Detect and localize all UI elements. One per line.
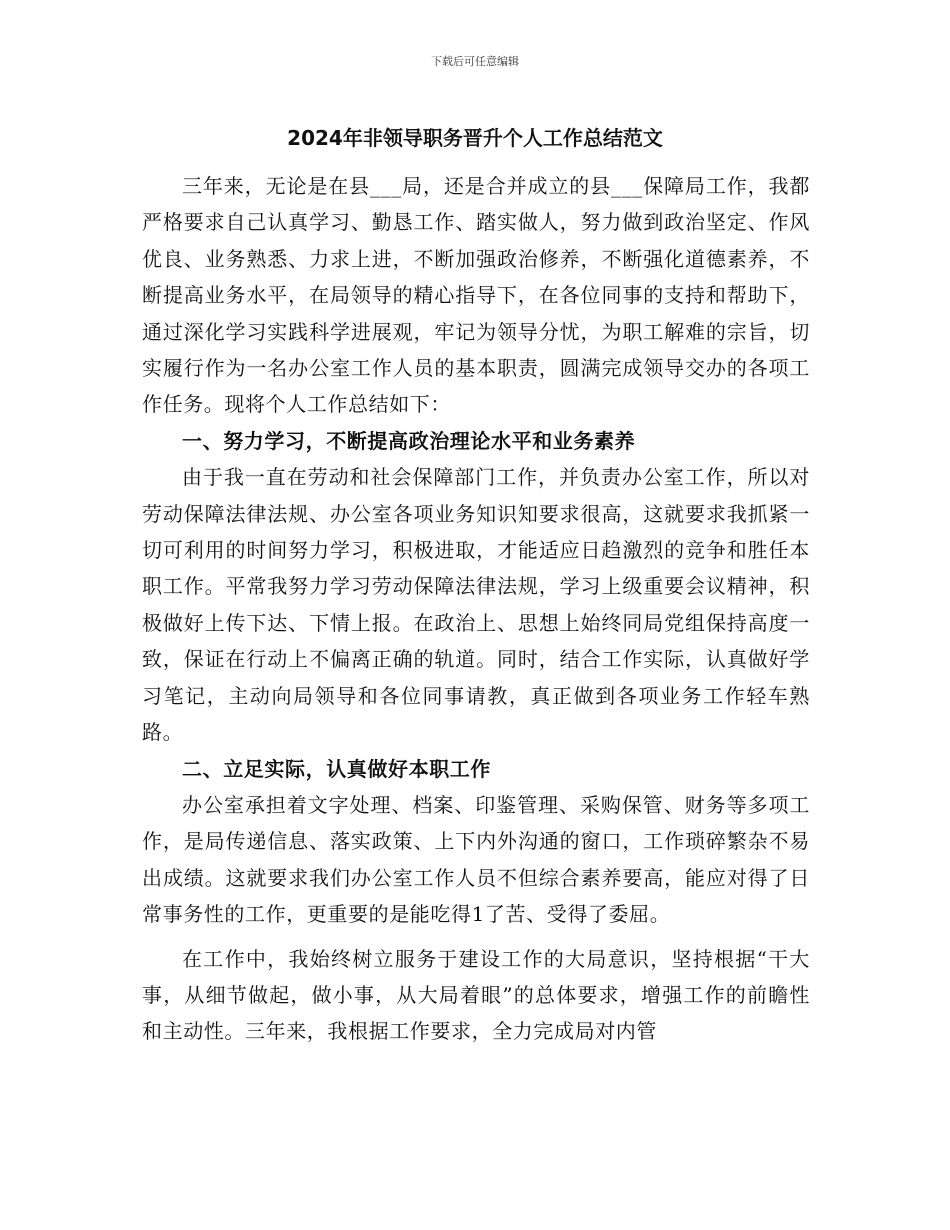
paragraph-work: 在工作中，我始终树立服务于建设工作的大局意识，坚持根据“干大事，从细节做起，做小事，从大局着眼”的总体要求，增强工作的前瞻性和主动性。三年来，我根据工作要求，全力完成局对内管 <box>142 946 810 1044</box>
header-note: 下载后可任意编辑 <box>431 55 519 68</box>
paragraph-office: 办公室承担着文字处理、档案、印鉴管理、采购保管、财务等多项工作，是局传递信息、落实政策、上下内外沟通的窗口，工作琐碎繁杂不易出成绩。这就要求我们办公室工作人员不但综合素养要高，能应对得了日常事务性的工作，更重要的是能吃得1了苦、受得了委屈。 <box>142 792 810 927</box>
paragraph-study: 由于我一直在劳动和社会保障部门工作，并负责办公室工作，所以对劳动保障法律法规、办公室各项业务知识知要求很高，这就要求我抓紧一切可利用的时间努力学习，积极进取，才能适应日趋激烈的竞争和胜任本职工作。平常我努力学习劳动保障法律法规，学习上级重要会议精神，积极做好上传下达、下情上报。在政治上、思想上始终同局党组保持高度一致，保证在行动上不偏离正确的轨道。同时，结合工作实际，认真做好学习笔记，主动向局领导和各位同事请教，真正做到各项业务工作轻车熟路。 <box>142 465 810 745</box>
document-body <box>142 168 810 1050</box>
section-heading-2: 二、立足实际，认真做好本职工作 <box>182 756 491 781</box>
paragraph-intro: 三年来，无论是在县___局，还是合并成立的县___保障局工作，我都严格要求自己认真学习、勤恳工作、踏实做人，努力做到政治坚定、作风优良、业务熟悉、力求上进，不断加强政治修养，不断强化道德素养，不断提高业务水平，在局领导的精心指导下，在各位同事的支持和帮助下，通过深化学习实践科学进展观，牢记为领导分忧，为职工解难的宗旨，切实履行作为一名办公室工作人员的基本职责，圆满完成领导交办的各项工作任务。现将个人工作总结如下： <box>142 174 810 417</box>
document-title: 2024年非领导职务晋升个人工作总结范文 <box>287 126 663 150</box>
section-heading-1: 一、努力学习，不断提高政治理论水平和业务素养 <box>182 428 636 453</box>
